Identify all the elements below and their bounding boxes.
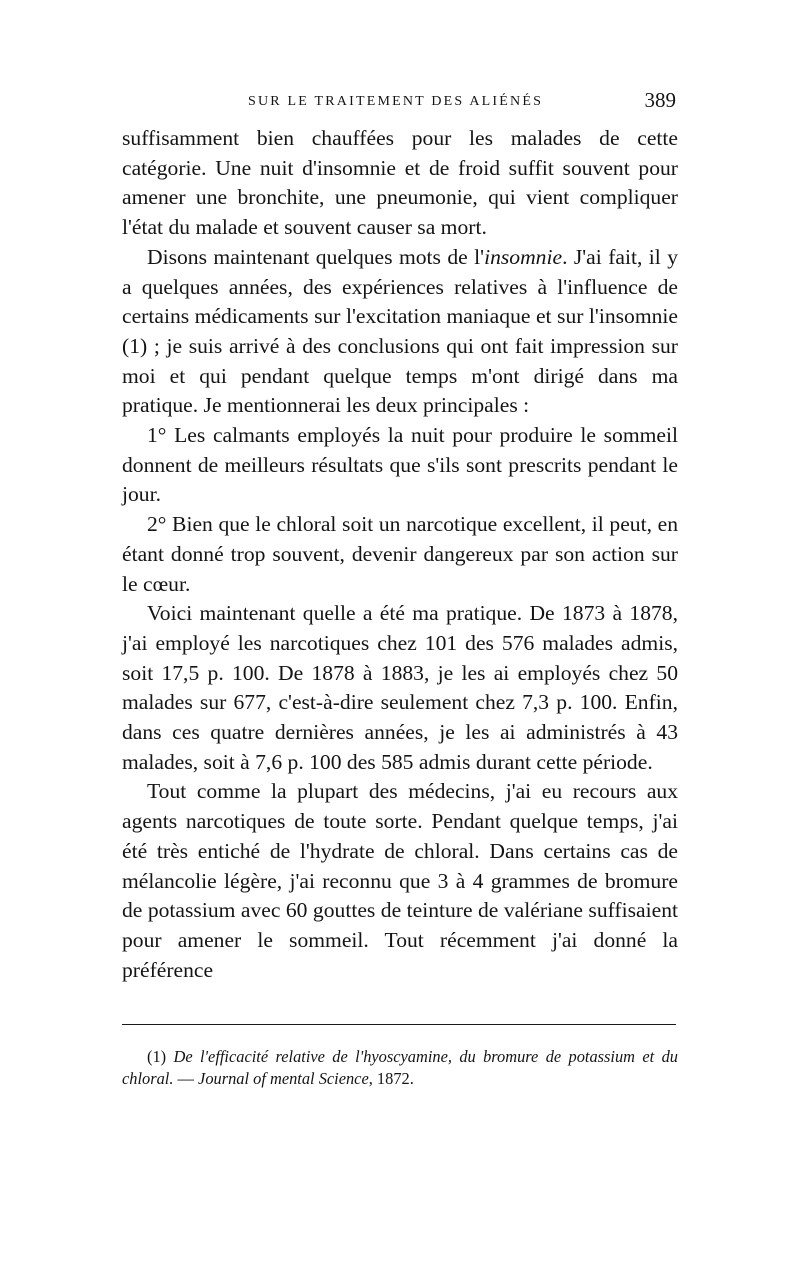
paragraph-narcotics: Tout comme la plupart des médecins, j'ai eu recours aux agents narcotiques de toute sorte. Pendant quelque temps, j'ai été très entiché de l'hydrate de chloral. Dans certains cas de mélancolie légère, j'ai reconnu que 3 à 4 grammes de bromure de potassium avec 60 gouttes de teinture de valériane suffisaient pour amener le sommeil. Tout récemment j'ai donné la préférence [122,779,678,982]
paragraph-continuation: suffisamment bien chauffées pour les malades de cette catégorie. Une nuit d'insomnie et de froid suffit souvent pour amener une bronchite, une pneumonie, qui vient compliquer l'état du malade et souvent causer sa mort. [122,126,678,240]
running-title: SUR LE TRAITEMENT DES ALIÉNÉS [248,94,544,109]
paragraph-conclusion-1: 1° Les calmants employés la nuit pour produire le sommeil donnent de meilleurs résultats que s'ils sont prescrits pendant le jour. [122,423,678,507]
footnote-separator: — [173,1069,199,1089]
paragraph-practice: Voici maintenant quelle a été ma pratique. De 1873 à 1878, j'ai employé les narcotiques chez 101 des 576 malades admis, soit 17,5 p. 100. De 1878 à 1883, je les ai employés chez 50 malades sur 677, c'est-à-dire seulement chez 7,3 p. 100. Enfin, dans ces quatre dernières années, je les ai administrés à 43 malades, soit à 7,6 p. 100 des 585 admis durant cette période. [122,601,678,774]
book-page [122,88,678,1090]
footnote-title: De l'efficacité relative de l'hyoscyamine, du bromure de potassium et du chloral. [122,1047,678,1089]
paragraph-insomnia [122,243,678,421]
paragraph-insomnia-start: Disons maintenant quelques mots de l' [147,244,485,269]
footnote-journal: Journal of mental Science [198,1069,369,1089]
insomnia-emphasis: insomnie [484,244,563,269]
footnote-marker: (1) [147,1047,167,1067]
footnote [122,1046,678,1090]
paragraph-conclusion-2: 2° Bien que le chloral soit un narcotique excellent, il peut, en étant donné trop souvent, devenir dangereux par son action sur le cœur. [122,512,678,596]
body-text [122,124,678,985]
paragraph-insomnia-body: J'ai fait, il y a quelques années, des expériences relatives à l'influence de certains médicaments sur l'excitation maniaque et sur l'insomnie (1) ; je suis arrivé à des conclusions qui ont fait impression sur moi et qui pendant quelque temps m'ont dirigé dans ma pratique. Je mentionnerai les deux principales : [122,244,678,418]
page-number: 389 [644,88,676,112]
page-header [122,88,678,124]
footnote-rule [122,1024,676,1025]
footnote-year: , 1872. [368,1069,414,1089]
paragraph-insomnia-end: . [562,244,568,269]
